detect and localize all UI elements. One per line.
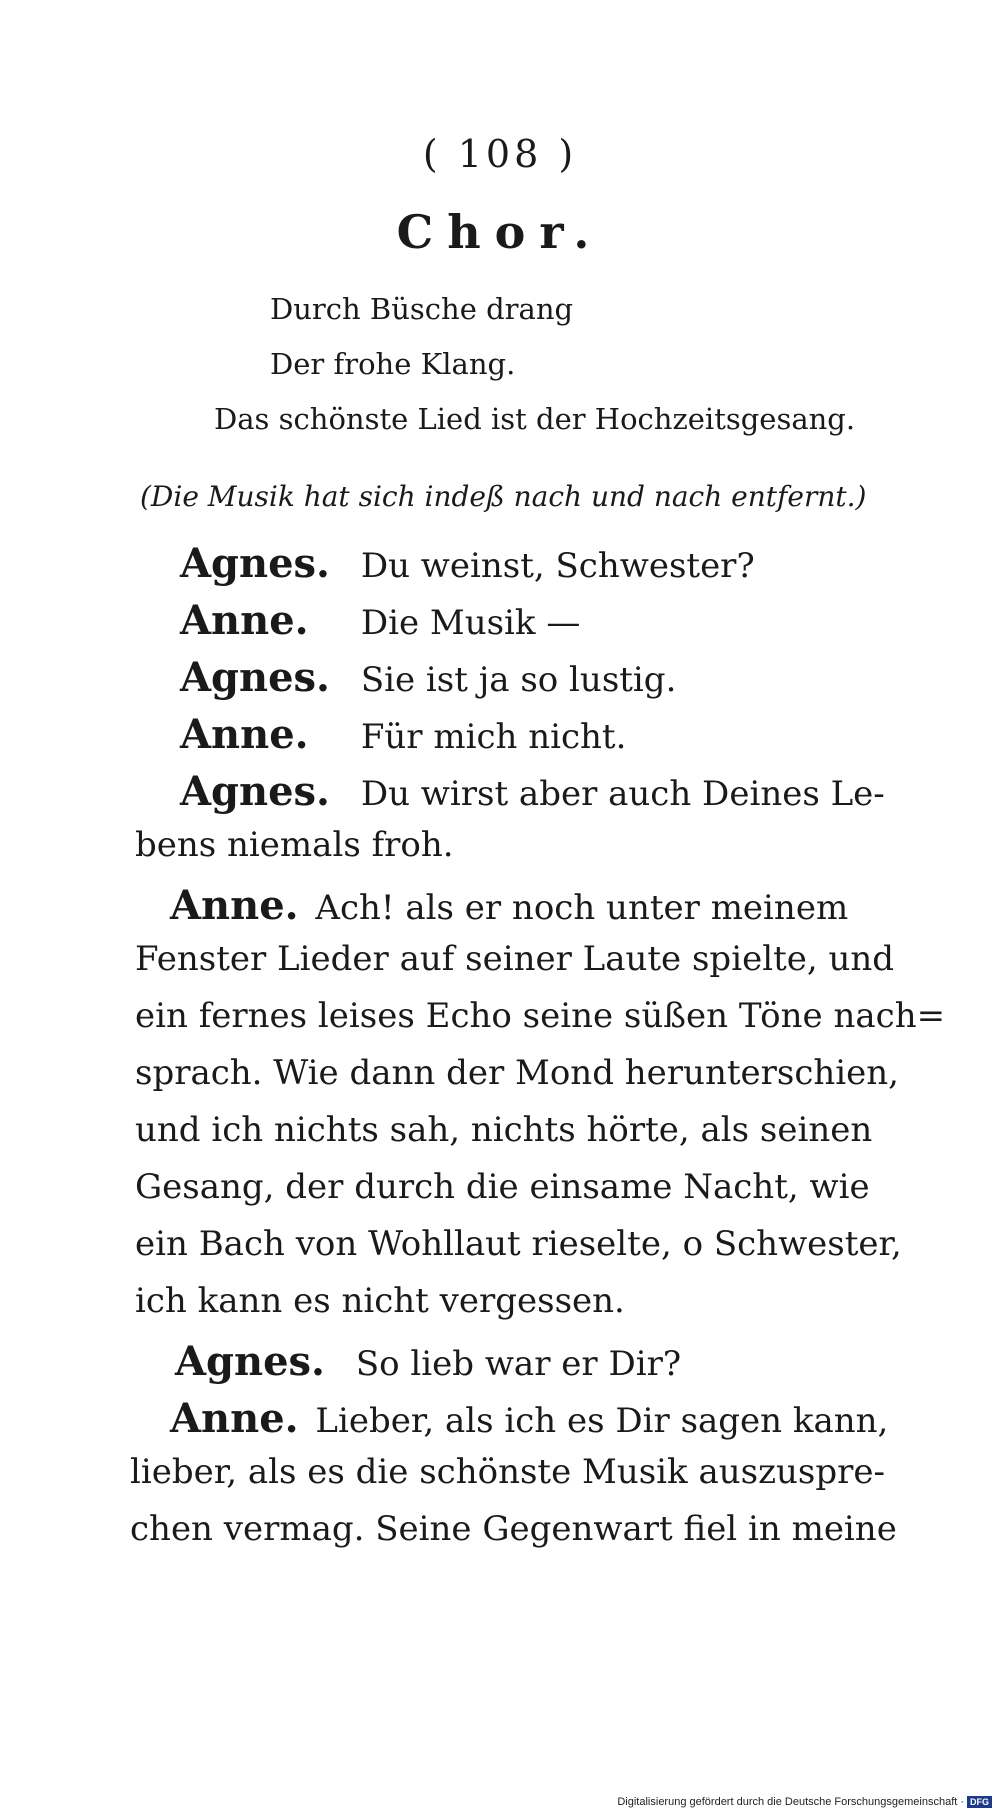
spoken-text: Du weinst, Schwester?	[360, 546, 755, 586]
spoken-text: Für mich nicht.	[360, 717, 627, 757]
speaker-name: Agnes.	[180, 540, 330, 587]
verse-line: Das schönste Lied ist der Hochzeitsgesang.	[214, 402, 856, 436]
speaker-name: Agnes.	[180, 654, 330, 701]
continuation-line: Gesang, der durch die einsame Nacht, wie	[135, 1167, 870, 1207]
dialogue-line	[180, 597, 580, 644]
page-number: ( 108 )	[422, 132, 578, 176]
speaker-name: Anne.	[170, 882, 299, 929]
footer-credit: Digitalisierung gefördert durch die Deutsche Forschungsgemeinschaft · DFG	[617, 1796, 992, 1808]
speaker-name: Anne.	[170, 1395, 299, 1442]
spoken-text: So lieb war er Dir?	[355, 1344, 682, 1384]
spoken-text: Sie ist ja so lustig.	[360, 660, 677, 700]
dfg-logo-icon: DFG	[967, 1796, 992, 1808]
spoken-text: Lieber, als ich es Dir sagen kann,	[315, 1401, 889, 1441]
continuation-line: und ich nichts sah, nichts hörte, als seinen	[135, 1110, 873, 1150]
dialogue-line	[175, 1338, 681, 1385]
dialogue-line	[170, 882, 848, 929]
verse-line: Der frohe Klang.	[270, 347, 516, 381]
speaker-name: Anne.	[180, 711, 309, 758]
continuation-line: chen vermag. Seine Gegenwart fiel in meine	[130, 1509, 897, 1549]
continuation-line: ich kann es nicht vergessen.	[135, 1281, 625, 1321]
stage-direction: (Die Musik hat sich indeß nach und nach entfernt.)	[140, 480, 867, 513]
section-heading: Chor.	[396, 205, 604, 259]
dialogue-line	[170, 1395, 888, 1442]
continuation-line: sprach. Wie dann der Mond herunterschien,	[135, 1053, 899, 1093]
speaker-name: Agnes.	[175, 1338, 325, 1385]
spoken-text: Ach! als er noch unter meinem	[315, 888, 849, 928]
speaker-name: Anne.	[180, 597, 309, 644]
dialogue-line	[180, 711, 626, 758]
verse-line: Durch Büsche drang	[270, 292, 574, 326]
spoken-text: Du wirst aber auch Deines Le-	[360, 774, 885, 814]
continuation-line: lieber, als es die schönste Musik auszuspre-	[130, 1452, 885, 1492]
footer-text: Digitalisierung gefördert durch die Deutsche Forschungsgemeinschaft	[617, 1796, 958, 1808]
continuation-line: ein Bach von Wohllaut rieselte, o Schwester,	[135, 1224, 902, 1264]
speaker-name: Agnes.	[180, 768, 330, 815]
dialogue-line	[180, 540, 755, 587]
continuation-line: bens niemals froh.	[135, 825, 454, 865]
spoken-text: Die Musik —	[360, 603, 581, 643]
dialogue-line	[180, 768, 885, 815]
continuation-line: Fenster Lieder auf seiner Laute spielte, und	[135, 939, 895, 979]
dialogue-line	[180, 654, 676, 701]
continuation-line: ein fernes leises Echo seine süßen Töne nach=	[135, 996, 946, 1036]
